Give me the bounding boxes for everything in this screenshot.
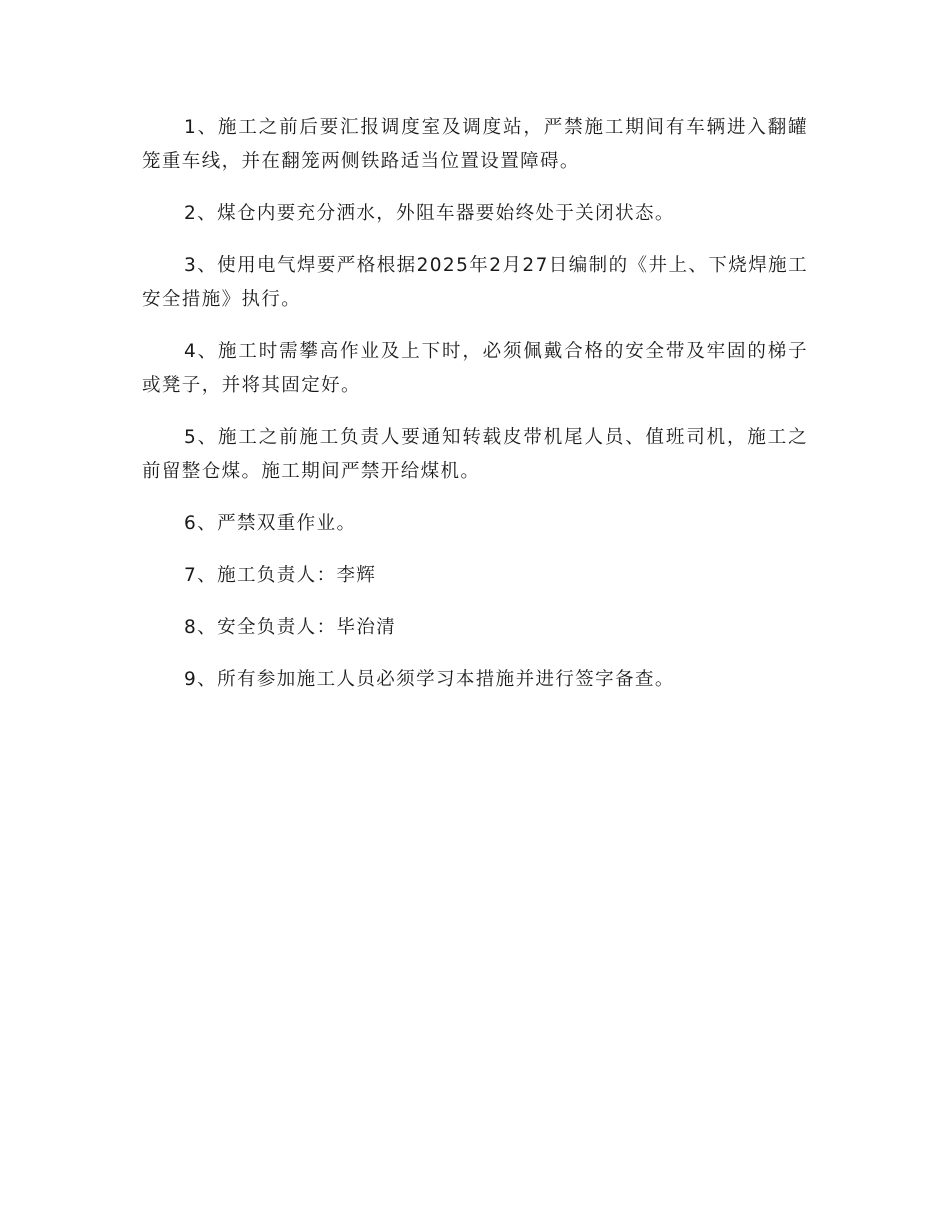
document-body (142, 111, 808, 715)
paragraph-item-6: 6、严禁双重作业。 (184, 513, 357, 534)
paragraph-item-5: 5、施工之前施工负责人要通知转载皮带机尾人员、值班司机，施工之前留整仓煤。施工期间严禁开给煤机。 (142, 427, 808, 482)
paragraph-item-4: 4、施工时需攀高作业及上下时，必须佩戴合格的安全带及牢固的梯子或凳子，并将其固定好。 (142, 341, 808, 396)
paragraph-item-2: 2、煤仓内要充分洒水，外阻车器要始终处于关闭状态。 (184, 203, 675, 224)
paragraph-item-8: 8、安全负责人：毕治清 (184, 617, 397, 638)
paragraph-item-9: 9、所有参加施工人员必须学习本措施并进行签字备查。 (184, 669, 675, 690)
paragraph-item-3: 3、使用电气焊要严格根据2025年2月27日编制的《井上、下烧焊施工安全措施》执行。 (142, 255, 808, 310)
paragraph-item-7: 7、施工负责人：李辉 (184, 565, 377, 586)
paragraph-item-1: 1、施工之前后要汇报调度室及调度站，严禁施工期间有车辆进入翻罐笼重车线，并在翻笼两侧铁路适当位置设置障碍。 (142, 117, 808, 172)
